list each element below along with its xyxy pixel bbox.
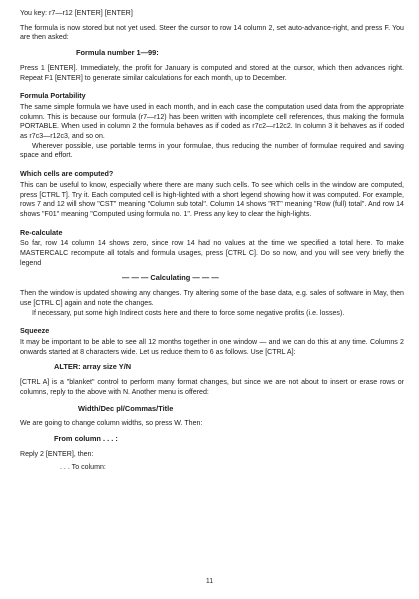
- paragraph-computed-cells: This can be useful to know, especially where there are many such cells. To see which cells in the window are computed, press [CTRL T]. Try it. Each computed cell is high-lighted with a short legend showing how it was computed. For example, rows 7 and 12 will show "CST" meaning "Column sub total". Column 14 shows "RT" meaning "Row (full) total". And row 14 shows "F01" meaning "Computed using formula no. 1". Press any key to clear the high-lights.: [20, 181, 404, 218]
- reply-instruction: Reply 2 [ENTER], then:: [20, 450, 94, 458]
- formula-number-prompt: Formula number 1—99:: [76, 48, 159, 58]
- page-content: [20, 9, 404, 473]
- heading-which-cells-computed: Which cells are computed?: [20, 169, 114, 179]
- paragraph-portability-1: The same simple formula we have used in each month, and in each case the computation used data from the appropriate column. This is because our formula (r7—r12) has been written with incomplete cell references, thus making the formula PORTABLE. When used in column 2 the formula behaves as if coded as r7c2—r12c2. In column 3 it behaves as if coded as r7c3—r12c3, and so on.: [20, 103, 404, 141]
- alter-array-prompt: ALTER: array size Y/N: [54, 362, 132, 372]
- heading-squeeze: Squeeze: [20, 326, 50, 336]
- paragraph-recalculate-2: Then the window is updated showing any changes. Try altering some of the base data, e.g. sales of software in May, then use [CTRL C] again and note the changes.: [20, 290, 404, 307]
- page-number: 11: [205, 578, 214, 585]
- paragraph-recalculate-1: So far, row 14 column 14 shows zero, since row 14 had no values at the time we specified a total here. To make MASTERCALC recompute all totals and formula usages, press [CTRL C]. Do so now, and you will see very briefly the legend: [20, 240, 404, 267]
- paragraph-press-enter: Press 1 [ENTER]. Immediately, the profit for January is computed and stored at the cursor, which then advances right. Repeat F1 [ENTER] to generate similar calculations for each month, up to December.: [20, 64, 404, 82]
- calculating-legend: — — — Calculating — — —: [122, 273, 219, 283]
- format-menu-options: Width/Dec pl/Commas/Title: [78, 403, 174, 413]
- paragraph-squeeze-2: [CTRL A] is a "blanket" control to perform many format changes, but since we are not about to insert or erase rows or columns, reply to the above with N. Another menu is offered:: [20, 379, 404, 396]
- heading-formula-portability: Formula Portability: [20, 91, 86, 101]
- from-column-prompt: From column . . . :: [54, 433, 118, 443]
- to-column-prompt: . . . To column:: [60, 464, 106, 472]
- paragraph-portability-2: Wherever possible, use portable terms in your formulae, thus reducing the number of formulae required and saving space and effort.: [20, 142, 404, 160]
- paragraph-squeeze-1: It may be important to be able to see all 12 months together in one window — and we can do this at any time. Columns 2 onwards started at 8 characters wide. Let us reduce them to 6 as follows. Use [CTRL A]:: [20, 338, 404, 356]
- paragraph-formula-stored: The formula is now stored but not yet used. Steer the cursor to row 14 column 2, set auto-advance-right, and press F. You are then asked:: [20, 24, 404, 42]
- keys-instruction: You key: r7—r12 [ENTER] [ENTER]: [20, 9, 133, 17]
- heading-recalculate: Re-calculate: [20, 227, 63, 237]
- paragraph-recalculate-3: If necessary, put some high Indirect costs here and there to force some negative profits (i.e. losses).: [32, 309, 345, 317]
- paragraph-squeeze-3: We are going to change column widths, so press W. Then:: [20, 420, 203, 428]
